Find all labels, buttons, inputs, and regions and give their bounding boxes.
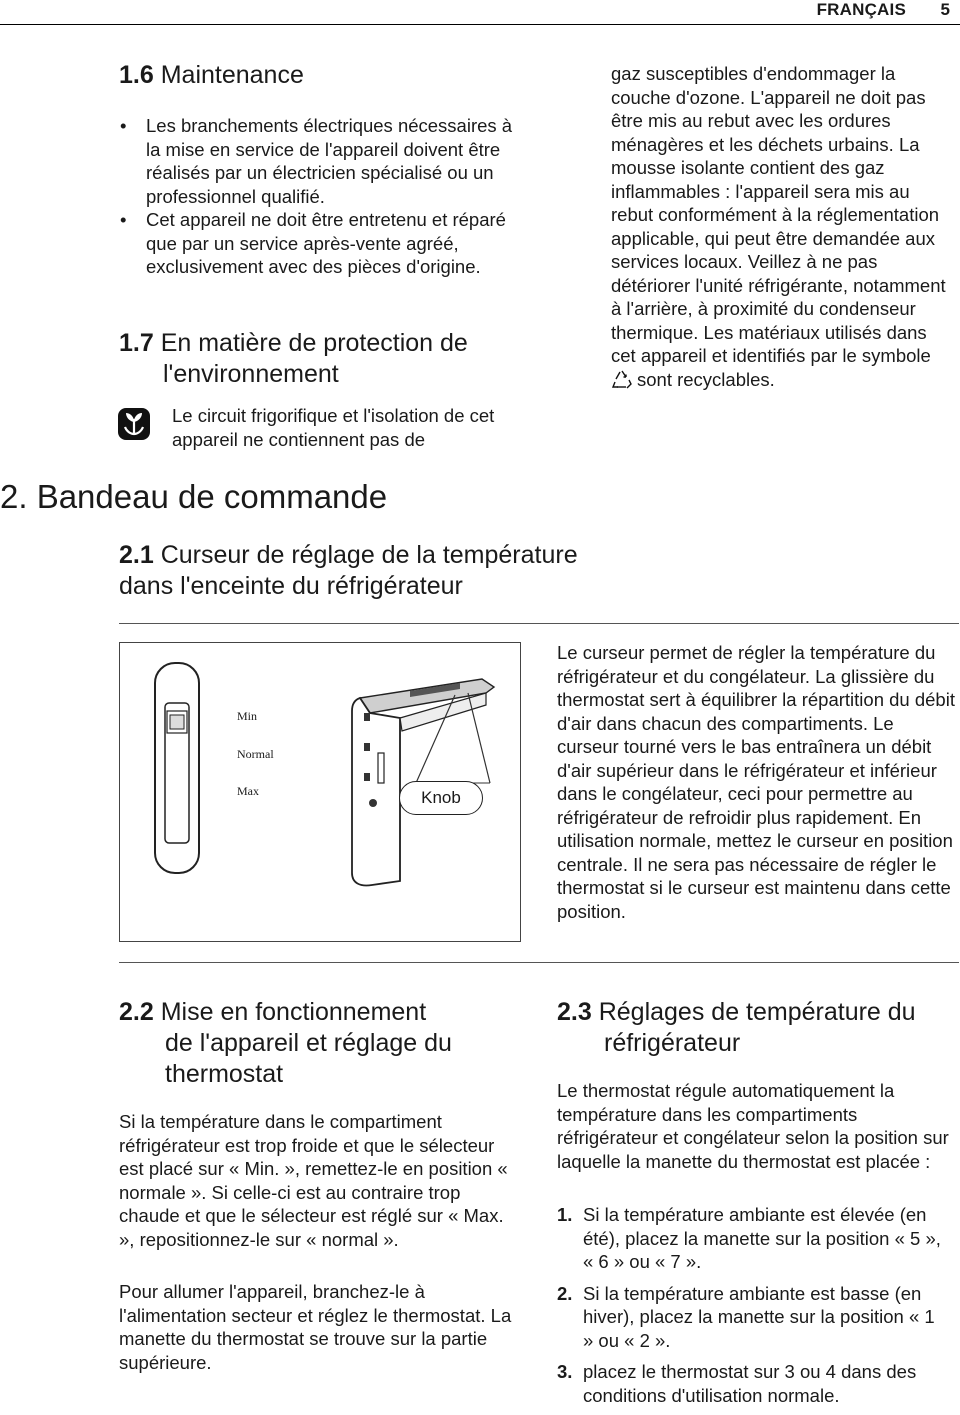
heading-text: En matière de protection de [153,329,468,357]
environment-tail: sont recyclables. [637,368,775,390]
environment-continued [611,62,956,394]
heading-text-line2: de l'appareil et réglage du [165,1029,452,1057]
label-max: Max [237,784,259,798]
header-rule [0,24,960,25]
label-min: Min [237,709,258,723]
heading-text: Maintenance [153,61,304,89]
heading-2-1 [119,540,639,602]
list-item: • Cet appareil ne doit être entretenu et réparé que par un service après-vente agréé, exclusivement avec des pièces d'origine. [119,208,519,279]
section-2-title: 2. Bandeau de commande [0,478,388,515]
heading-text: Mise en fonctionnement [153,998,427,1026]
header-language: FRANÇAIS [816,0,906,19]
list-item [557,1203,947,1274]
item-number: 2. [557,1282,573,1304]
startup-paragraph-1: Si la température dans le compartiment réfrigérateur est trop froide et que le sélecteur est placé sur « Min. », remettez-le en position « normale ». Si celle-ci est au contraire trop chaude et que le sélecteur est réglé sur « Max. », repositionnez-le sur « normal ». [119,1111,508,1250]
temperature-intro: Le thermostat régule automatiquement la température dans les compartiments réfrigérateur et congélateur selon la position sur laquelle la manette du thermostat est placée : [557,1080,949,1172]
environment-text: gaz susceptibles d'endommager la couche d'ozone. L'appareil ne doit pas être mis au rebut avec les ordures ménagères et les déchets urbains. La mousse isolante contient des gaz inflammables : l'appareil sera mis au rebut conformément à la réglementation applicable, qui peut être demandée aux services locaux. Veillez à ne pas détériorer l'unité réfrigérante, notamment à l'arrière, à proximité du condenseur thermique. Les matériaux utilisés dans cet appareil et identifiés par le symbole [611,63,946,366]
heading-text-line3: thermostat [165,1060,284,1088]
item-text: Si la température ambiante est élevée (en été), placez la manette sur la position « 5 », « 6 » ou « 7 ». [583,1204,941,1272]
item-text: Si la température ambiante est basse (en hiver), placez la manette sur la position « 1 » ou « 2 ». [583,1282,935,1351]
heading-number: 2.2 [119,998,154,1026]
list-item [557,1282,947,1353]
section-rule [119,623,959,624]
temperature-settings-list [557,1203,947,1415]
heading-text-line2: dans l'enceinte du réfrigérateur [119,572,463,600]
heading-number: 2.3 [557,998,592,1026]
heading-2-2 [119,997,539,1090]
heading-2-3 [557,997,957,1059]
page-number: 5 [940,0,950,19]
environment-icon [117,407,151,441]
startup-paragraph-2: Pour allumer l'appareil, branchez-le à l'alimentation secteur et réglez le thermostat. La manette du thermostat se trouve sur la partie supérieure. [119,1281,512,1373]
maintenance-list [119,114,519,279]
heading-1-6 [119,60,304,91]
item-number: 3. [557,1361,573,1382]
section-rule [119,962,959,963]
heading-text: Réglages de température du [591,998,916,1026]
heading-1-7 [119,328,549,390]
heading-number: 1.7 [119,329,154,357]
recycle-icon [611,369,633,395]
heading-number: 1.6 [119,61,154,89]
item-number: 1. [557,1204,573,1225]
environment-intro: Le circuit frigorifique et l'isolation de cet appareil ne contiennent pas de [172,405,495,450]
label-knob: Knob [399,781,483,815]
heading-text-line2: réfrigérateur [604,1029,741,1057]
list-item: • Les branchements électriques nécessaires à la mise en service de l'appareil doivent être réalisés par un électricien spécialisé ou un professionnel qualifié. [119,114,519,208]
item-text: placez le thermostat sur 3 ou 4 dans des conditions d'utilisation normale. [583,1361,917,1406]
slider-description: Le curseur permet de régler la température du réfrigérateur et du congélateur. La glissière du thermostat sert à équilibrer la répartition du débit d'air dans chacun des compartiments. Le curseur tourné vers le bas entraînera un débit d'air supérieur dans le réfrigérateur et inférieur dans le congélateur, ceci pour permettre au réfrigérateur de refroidir plus rapidement. En utilisation normale, mettez le curseur en position centrale. Il ne sera pas nécessaire de régler le thermostat si le curseur est maintenu dans cette position. [557,642,955,922]
heading-text-line2: l'environnement [163,360,339,388]
heading-text: Curseur de réglage de la température [153,541,578,569]
heading-number: 2.1 [119,541,154,569]
thermostat-figure [119,642,521,942]
label-normal: Normal [237,747,274,761]
